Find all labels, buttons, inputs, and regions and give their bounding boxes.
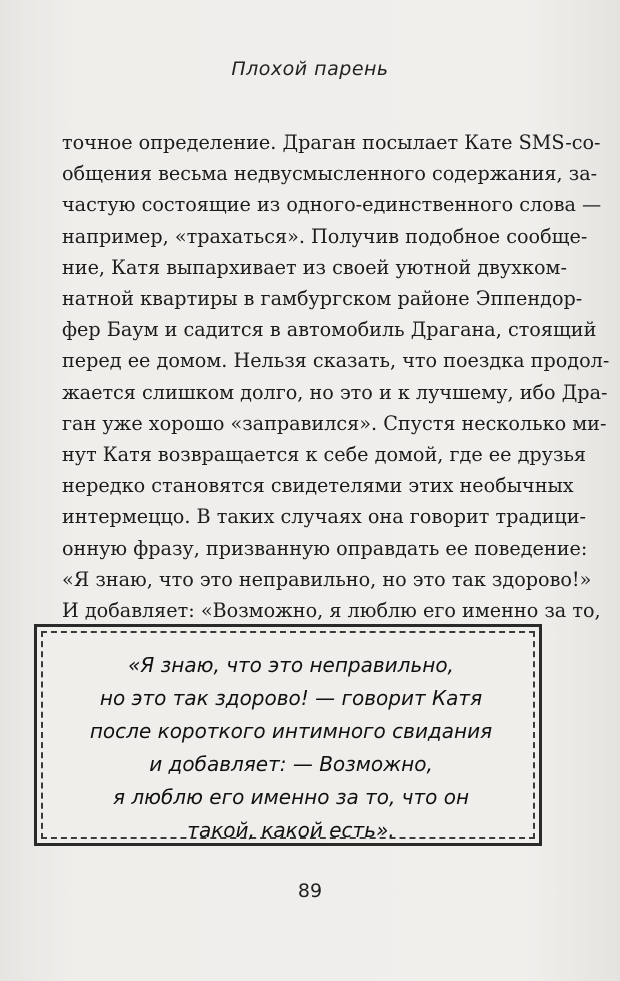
text-line: нут Катя возвращается к себе домой, где ее друзья <box>62 443 587 467</box>
quote-line: но это так здорово! — говорит Катя <box>99 686 483 710</box>
text-line: жается слишком долго, но это и к лучшему, ибо Дра- <box>62 380 608 404</box>
quote-line: и добавляет: — Возможно, <box>149 752 433 776</box>
text-line: ние, Катя выпархивает из своей уютной двухком- <box>62 255 567 279</box>
text-line: общения весьма недвусмысленного содержания, за- <box>62 162 598 186</box>
text-line: нередко становятся свидетелями этих необычных <box>62 474 574 498</box>
quote-line: такой, какой есть». <box>187 818 395 842</box>
text-line: частую состоящие из одного-единственного слова — <box>62 193 602 217</box>
text-line: точное определение. Драган посылает Кате SMS-со- <box>62 131 601 154</box>
quote-line: после короткого интимного свидания <box>89 719 493 743</box>
text-line: фер Баум и садится в автомобиль Драгана, стоящий <box>62 318 597 342</box>
text-line: например, «трахаться». Получив подобное сообще- <box>62 224 588 248</box>
running-head: Плохой парень <box>231 58 389 80</box>
text-line: ган уже хорошо «заправился». Спустя несколько ми- <box>62 411 607 435</box>
text-line: «Я знаю, что это неправильно, но это так здорово!» <box>62 567 592 591</box>
body-text <box>62 127 610 657</box>
text-line: интермеццо. В таких случаях она говорит традици- <box>62 505 587 529</box>
text-line: И добавляет: «Возможно, я люблю его именно за то, <box>62 599 601 623</box>
pull-quote-text <box>37 649 545 847</box>
quote-line: я люблю его именно за то, что он <box>112 785 470 809</box>
page-number: 89 <box>297 880 323 902</box>
text-line: онную фразу, призванную оправдать ее поведение: <box>62 536 588 560</box>
quote-line: «Я знаю, что это неправильно, <box>128 653 454 677</box>
pull-quote-box <box>34 624 542 846</box>
text-line: перед ее домом. Нельзя сказать, что поездка продол- <box>62 349 610 373</box>
text-line: натной квартиры в гамбургском районе Эппендор- <box>62 287 583 311</box>
